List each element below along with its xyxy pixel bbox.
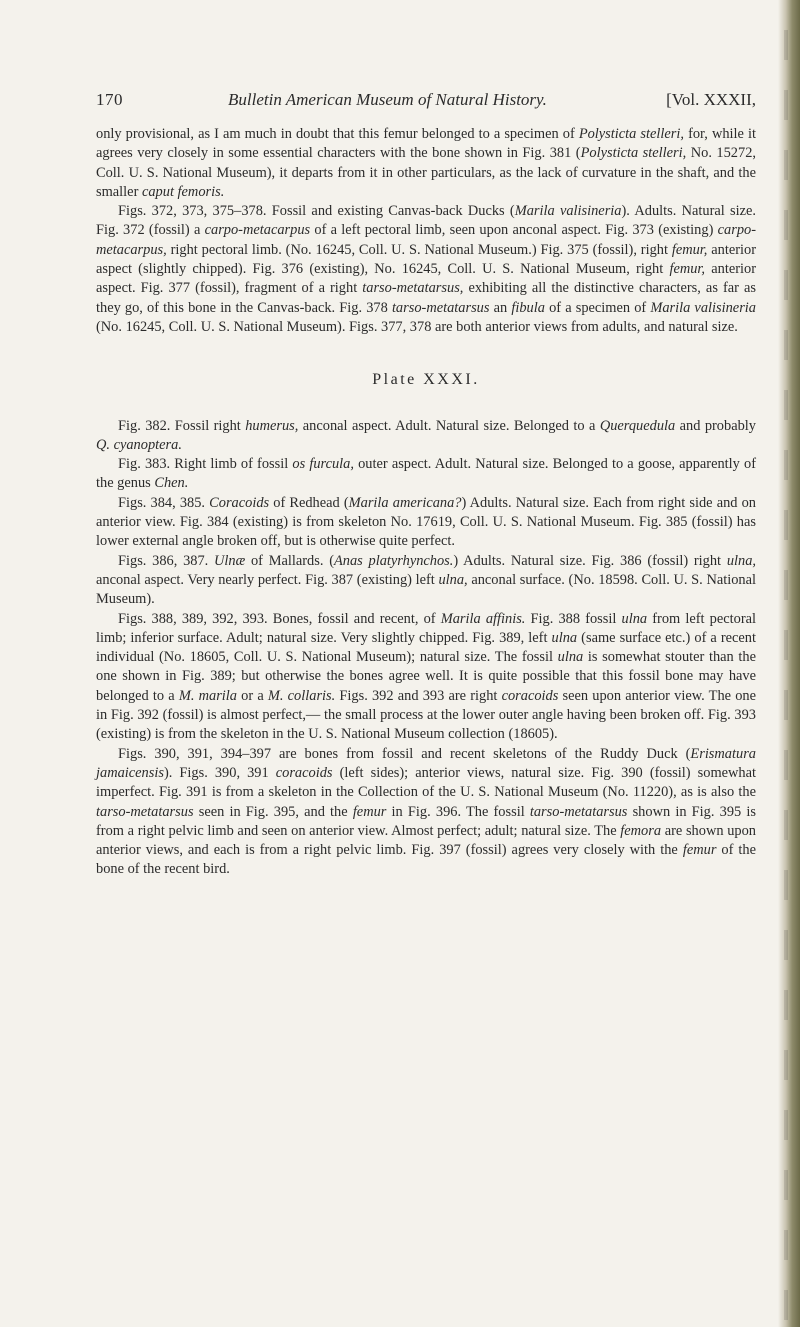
body-text: [96, 125, 756, 880]
italic-text: Polysticta stelleri,: [580, 145, 687, 162]
text-run: Fig. 383. Right limb of fossil: [118, 456, 293, 473]
text-run: Figs. 372, 373, 375–378. Fossil and existing Canvas-back Ducks (: [118, 203, 515, 220]
text-run: of Redhead (: [269, 494, 349, 511]
text-run: seen upon anterior view. The one in Fig. 392 (fossil) is almost perfect,— the small process at the lower outer angle having been broken off. Fig. 393 (existing) is from the skeleton in the U. S. National Museum collection (18605).: [96, 687, 756, 743]
italic-text: carpo-metacarpus,: [96, 222, 757, 258]
italic-text: ulna: [551, 629, 578, 646]
text-run: Fig. 388 fossil: [525, 610, 622, 627]
italic-text: Chen.: [154, 475, 189, 492]
text-run: Figs. 392 and 393 are right: [335, 687, 502, 704]
paragraph: [96, 125, 756, 202]
text-run: or a: [237, 687, 268, 704]
document-page: [96, 0, 756, 1327]
text-run: of a left pectoral limb, seen upon anconal aspect. Fig. 373 (existing): [310, 222, 718, 239]
text-run: and probably: [675, 417, 756, 434]
journal-title: Bulletin American Museum of Natural History.: [228, 90, 547, 109]
text-run: ). Figs. 390, 391: [163, 764, 276, 781]
italic-text: Q. cyanoptera.: [96, 436, 182, 453]
italic-text: ulna,: [438, 571, 468, 588]
italic-text: ulna,: [726, 552, 756, 569]
italic-text: fibula: [511, 299, 545, 316]
running-header: [96, 90, 756, 120]
text-run: No. 15272, Coll. U. S. National Museum), it departs from it in other particulars, as the lack of curvature in the shaft, and the smaller: [96, 145, 756, 200]
text-run: of a specimen of: [544, 299, 651, 316]
italic-text: Polysticta stelleri,: [578, 126, 684, 142]
italic-text: Marila americana?: [348, 494, 462, 511]
text-run: anconal aspect. Adult. Natural size. Belonged to a: [298, 417, 600, 434]
paragraph: [96, 494, 756, 552]
text-run: only provisional, as I am much in doubt that this femur belonged to a specimen of: [96, 126, 579, 142]
italic-text: Marila affinis.: [440, 610, 526, 627]
italic-text: femur: [682, 842, 717, 859]
page-number: 170: [96, 90, 123, 109]
italic-text: tarso-metatarsus,: [362, 280, 464, 297]
italic-text: ulna: [621, 610, 648, 627]
text-run: Figs. 384, 385.: [118, 494, 210, 511]
italic-text: femur,: [671, 241, 708, 258]
italic-text: coracoids: [501, 687, 559, 704]
text-run: ) Adults. Natural size. Fig. 386 (fossil) right: [453, 552, 727, 569]
text-run: anterior aspect (slightly chipped). Fig. 376 (existing), No. 16245, Coll. U. S. National Museum, right: [96, 241, 757, 278]
volume-label: [Vol. XXXII,: [666, 90, 756, 109]
italic-text: femur: [352, 803, 387, 820]
text-run: (same surface etc.) of a recent individual (No. 18605, Coll. U. S. National Museum); natural size. The fossil: [96, 629, 756, 666]
text-run: outer aspect. Adult. Natural size. Belonged to a goose, apparently of the genus: [96, 456, 756, 492]
text-run: Figs. 390, 391, 394–397 are bones from fossil and recent skeletons of the Ruddy Duck (: [118, 745, 691, 762]
text-run: Figs. 388, 389, 392, 393. Bones, fossil and recent, of: [118, 610, 441, 627]
text-run: are shown upon anterior views, and each is from a right pelvic limb. Fig. 397 (fossil) agrees very closely with the: [96, 822, 756, 859]
italic-text: humerus,: [245, 417, 299, 434]
italic-text: Anas platyrhynchos.: [333, 552, 454, 569]
italic-text: Ulnæ: [214, 552, 246, 569]
text-run: Figs. 386, 387.: [118, 552, 215, 569]
text-run: exhibiting all the distinctive characters, as far as they go, of this bone in the Canvas-back. Fig. 378: [96, 280, 756, 316]
page-binding-edge: [778, 0, 800, 1327]
text-run: anconal surface. (No. 18598. Coll. U. S. National Museum).: [96, 571, 757, 608]
text-run: for, while it agrees very closely in some essential characters with the bone shown in Fig. 381 (: [96, 126, 756, 162]
italic-text: tarso-metatarsus: [391, 299, 490, 316]
italic-text: tarso-metatarsus: [529, 803, 628, 820]
text-run: anconal aspect. Very nearly perfect. Fig. 387 (existing) left: [96, 571, 439, 588]
text-run: from left pectoral limb; inferior surface. Adult; natural size. Very slightly chipped. Fig. 389, left: [96, 610, 756, 646]
text-run: is somewhat stouter than the one shown in Fig. 389; but otherwise the bones agree well. It is quite possible that this fossil bone may have belonged to a: [96, 649, 756, 704]
text-run: right pectoral limb. (No. 16245, Coll. U. S. National Museum.) Fig. 375 (fossil), right: [166, 241, 672, 258]
text-run: ). Adults. Natural size. Fig. 372 (fossil) a: [96, 203, 756, 239]
italic-text: Coracoids: [209, 494, 270, 511]
text-run: anterior aspect. Fig. 377 (fossil), fragment of a right: [96, 261, 756, 297]
text-run: ) Adults. Natural size. Each from right side and on anterior view. Fig. 384 (existing) is from skeleton No. 17619, Coll. U. S. National Museum. Fig. 385 (fossil) has lower external angle broken off, but is otherwise quite perfect.: [96, 494, 756, 550]
paragraph: [96, 552, 756, 610]
text-run: (No. 16245, Coll. U. S. National Museum). Figs. 377, 378 are both anterior views from adults, and natural size.: [96, 318, 738, 335]
paragraphs-top: [96, 125, 756, 337]
italic-text: Querquedula: [599, 417, 676, 434]
italic-text: ulna: [557, 649, 584, 666]
paragraph: [96, 610, 756, 745]
text-run: an: [489, 299, 512, 316]
italic-text: femora: [620, 822, 662, 839]
paragraph: [96, 202, 756, 337]
text-run: seen in Fig. 395, and the: [193, 803, 353, 820]
italic-text: M. marila: [178, 687, 237, 704]
plate-heading: Plate XXXI.: [372, 371, 480, 389]
italic-text: femur,: [669, 261, 706, 278]
paragraph: [96, 417, 756, 456]
text-run: (left sides); anterior views, natural size. Fig. 390 (fossil) somewhat imperfect. Fig. 391 is from a skeleton in the Collection of the U. S. National Museum (No. 11220), as is also the: [96, 764, 756, 801]
italic-text: carpo-metacarpus: [204, 222, 311, 239]
italic-text: M. collaris.: [267, 687, 336, 704]
italic-text: os furcula,: [292, 456, 354, 473]
italic-text: coracoids: [275, 764, 333, 781]
text-run: shown in Fig. 395 is from a right pelvic limb and seen on anterior view. Almost perfect; adult; natural size. The: [96, 803, 756, 839]
paragraph: [96, 455, 756, 494]
text-run: of Mallards. (: [245, 552, 334, 569]
text-run: in Fig. 396. The fossil: [386, 803, 530, 820]
paragraphs-bottom: [96, 417, 756, 880]
italic-text: Erismatura jamaicensis: [96, 745, 756, 781]
paragraph: [96, 745, 756, 880]
italic-text: Marila valisineria: [650, 299, 756, 316]
italic-text: Marila valisineria: [514, 203, 622, 220]
text-run: of the bone of the recent bird.: [96, 842, 757, 878]
italic-text: tarso-metatarsus: [96, 803, 194, 820]
text-run: Fig. 382. Fossil right: [118, 417, 246, 434]
italic-text: caput femoris.: [141, 183, 225, 200]
